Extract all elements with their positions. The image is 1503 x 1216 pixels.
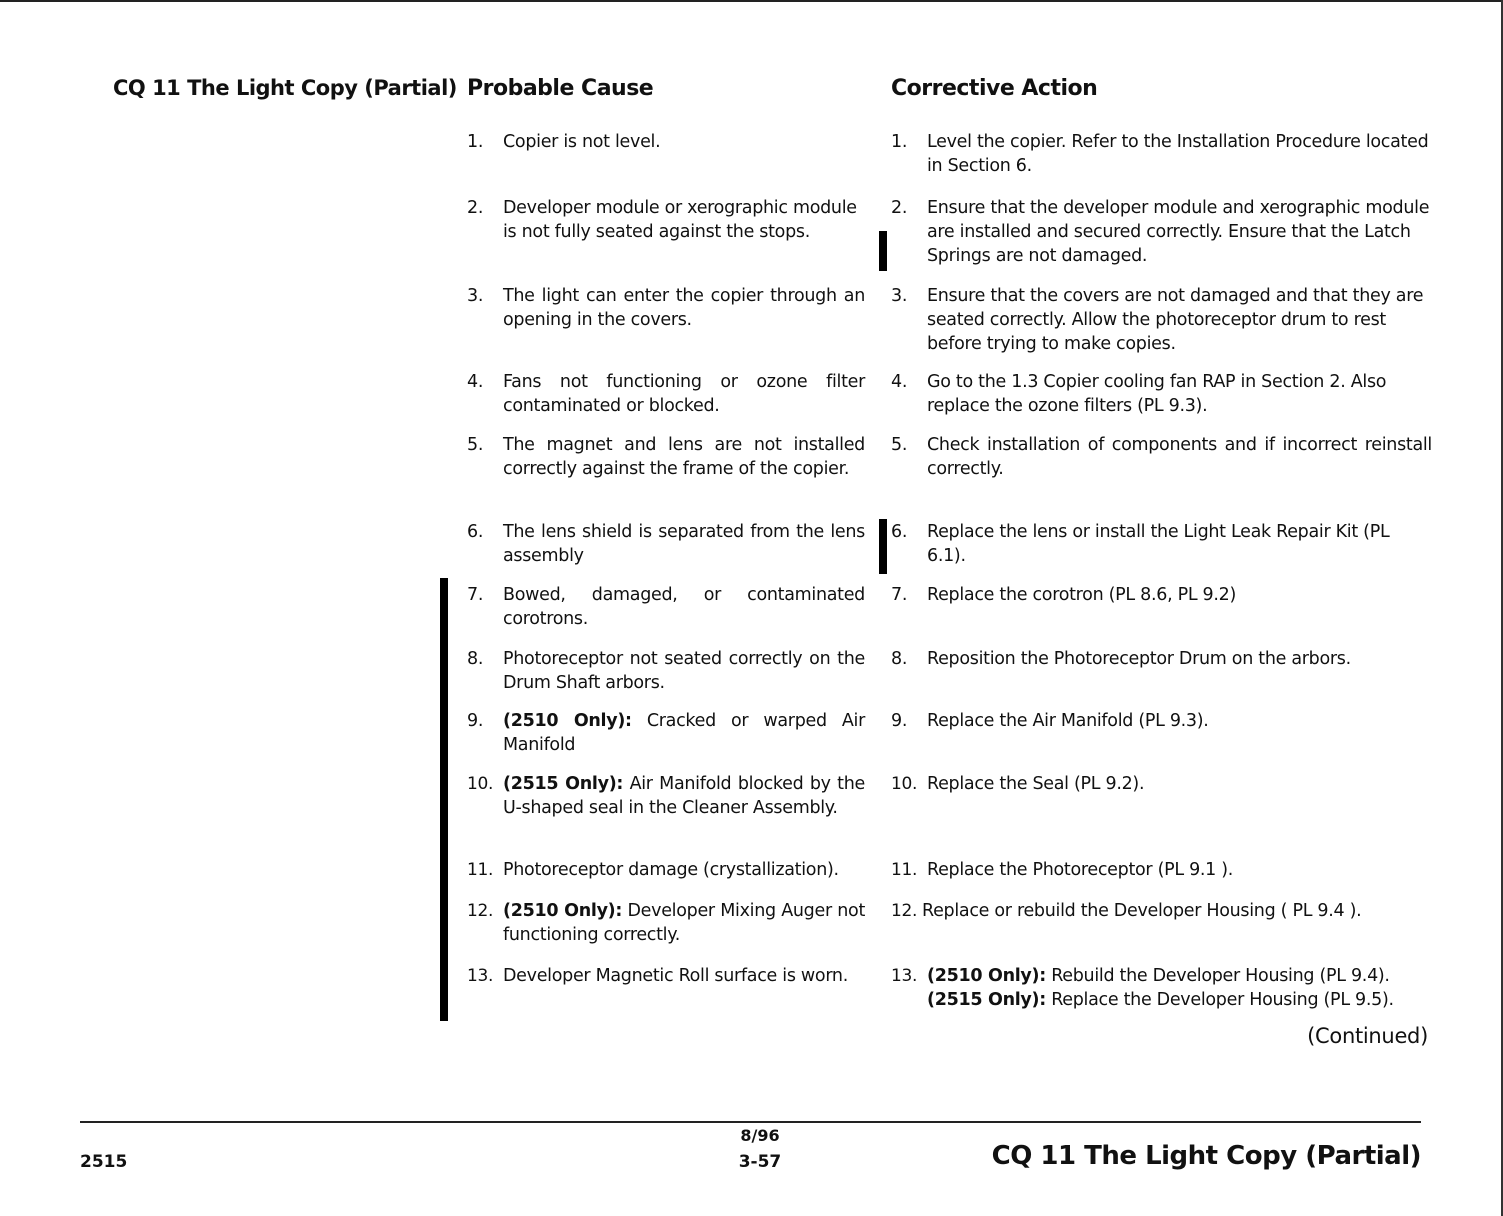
cause-number: 11. xyxy=(467,860,494,880)
action-number: 6. xyxy=(891,522,908,542)
action-number: 8. xyxy=(891,649,908,669)
cause-number: 2. xyxy=(467,198,484,218)
action-text: Replace the Air Manifold (PL 9.3). xyxy=(927,711,1209,731)
cause-number: 9. xyxy=(467,711,484,731)
action-number: 1. xyxy=(891,132,908,152)
cause-number: 7. xyxy=(467,585,484,605)
cause-text: Copier is not level. xyxy=(503,132,661,152)
action-text: Go to the 1.3 Copier cooling fan RAP in Section 2. Also replace the ozone filters (PL 9.3). xyxy=(927,372,1387,416)
footer-rule xyxy=(80,1121,1421,1123)
cause-text: The magnet and lens are not installed correctly against the frame of the copier. xyxy=(503,435,865,479)
continued-note: (Continued) xyxy=(1307,1024,1428,1048)
action-number: 4. xyxy=(891,372,908,392)
cause-number: 1. xyxy=(467,132,484,152)
corrective-action-heading: Corrective Action xyxy=(891,76,1098,101)
action-number: 3. xyxy=(891,286,908,306)
cause-text: Fans not functioning or ozone filter contaminated or blocked. xyxy=(503,372,865,416)
cause-number: 6. xyxy=(467,522,484,542)
footer-date: 8/96 xyxy=(740,1126,780,1145)
cause-text xyxy=(503,772,865,820)
action-text xyxy=(927,964,1432,1012)
action-number: 2. xyxy=(891,198,908,218)
action-text: Replace the Seal (PL 9.2). xyxy=(927,774,1145,794)
probable-cause-heading: Probable Cause xyxy=(467,76,654,101)
cause-text: Developer Magnetic Roll surface is worn. xyxy=(503,966,848,986)
footer-title: CQ 11 The Light Copy (Partial) xyxy=(991,1141,1421,1171)
cause-number: 3. xyxy=(467,286,484,306)
model-qualifier: (2510 Only): xyxy=(927,966,1046,986)
action-text: Level the copier. Refer to the Installation Procedure located in Section 6. xyxy=(927,132,1429,176)
action-text: Replace the lens or install the Light Leak Repair Kit (PL 6.1). xyxy=(927,522,1390,566)
cause-number: 10. xyxy=(467,774,494,794)
cause-text: The light can enter the copier through an opening in the covers. xyxy=(503,286,865,330)
top-border xyxy=(0,0,1503,2)
action-text: Ensure that the covers are not damaged and that they are seated correctly. Allow the photoreceptor drum to rest before trying to make copies. xyxy=(927,286,1424,354)
cause-detail: Developer Mixing Auger not functioning correctly. xyxy=(503,901,866,945)
action-text: Reposition the Photoreceptor Drum on the arbors. xyxy=(927,649,1351,669)
action-number: 11. xyxy=(891,860,918,880)
action-number: 13. xyxy=(891,966,918,986)
change-bar-row-6 xyxy=(879,519,887,574)
cause-text: Developer module or xerographic module is not fully seated against the stops. xyxy=(503,198,857,242)
action-text: Check installation of components and if incorrect reinstall correctly. xyxy=(927,435,1432,479)
footer-page-number: 3-57 xyxy=(738,1152,782,1172)
cause-detail: Air Manifold blocked by the U-shaped seal in the Cleaner Assembly. xyxy=(503,774,865,818)
change-bar-rows-7-13 xyxy=(440,578,448,1021)
cause-number: 5. xyxy=(467,435,484,455)
cause-number: 12. xyxy=(467,901,494,921)
action-number: 9. xyxy=(891,711,908,731)
cause-number: 8. xyxy=(467,649,484,669)
action-number: 12. xyxy=(891,901,918,921)
cause-text: Bowed, damaged, or contaminated corotrons. xyxy=(503,585,865,629)
cause-text xyxy=(503,899,865,947)
action-text: Ensure that the developer module and xerographic module are installed and secured correctly. Ensure that the Latch Springs are not damaged. xyxy=(927,198,1430,266)
model-qualifier: (2510 Only): xyxy=(503,711,632,731)
cause-number: 13. xyxy=(467,966,494,986)
cause-text: The lens shield is separated from the lens assembly xyxy=(503,522,865,566)
action-number: 7. xyxy=(891,585,908,605)
model-qualifier: (2515 Only): xyxy=(503,774,624,794)
action-text: Replace the corotron (PL 8.6, PL 9.2) xyxy=(927,585,1237,605)
action-detail: Rebuild the Developer Housing (PL 9.4). xyxy=(1045,966,1390,986)
model-qualifier: (2510 Only): xyxy=(503,901,623,921)
cause-text: Photoreceptor damage (crystallization). xyxy=(503,860,839,880)
cause-text xyxy=(503,709,865,757)
section-title: CQ 11 The Light Copy (Partial) xyxy=(113,76,457,100)
cause-text: Photoreceptor not seated correctly on the Drum Shaft arbors. xyxy=(503,649,865,693)
cause-number: 4. xyxy=(467,372,484,392)
footer-model-number: 2515 xyxy=(80,1152,128,1172)
action-detail: Replace the Developer Housing (PL 9.5). xyxy=(1045,990,1394,1010)
action-number: 10. xyxy=(891,774,918,794)
action-text: Replace the Photoreceptor (PL 9.1 ). xyxy=(927,860,1234,880)
change-bar-row-2 xyxy=(879,231,887,271)
action-number: 5. xyxy=(891,435,908,455)
model-qualifier: (2515 Only): xyxy=(927,990,1046,1010)
action-text: Replace or rebuild the Developer Housing ( PL 9.4 ). xyxy=(922,901,1362,921)
cause-detail: Cracked or warped Air Manifold xyxy=(503,711,865,755)
